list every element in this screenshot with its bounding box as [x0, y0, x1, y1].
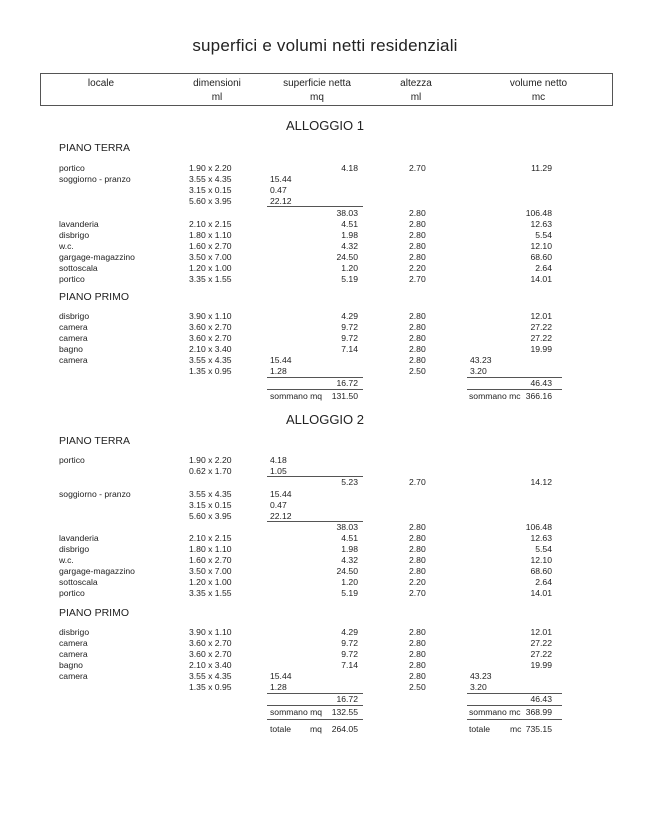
net-volume: 19.99 [530, 344, 552, 354]
room-name: camera [59, 355, 88, 365]
room-name: sottoscala [59, 577, 98, 587]
partial-area: 15.44 [270, 671, 292, 681]
net-area: 24.50 [336, 252, 358, 262]
net-area: 7.14 [341, 344, 358, 354]
net-area: 5.19 [341, 588, 358, 598]
partial-area: 4.18 [270, 455, 287, 465]
subtotal-rule [467, 377, 562, 378]
net-volume: 12.01 [530, 311, 552, 321]
room-dimensions: 5.60 x 3.95 [189, 511, 232, 521]
header-dimensioni-unit: ml [211, 92, 223, 103]
net-area: 9.72 [341, 322, 358, 332]
header-volume: volume netto [509, 78, 568, 89]
room-dimensions: 3.60 x 2.70 [189, 649, 232, 659]
partial-area: 1.05 [270, 466, 287, 476]
height: 2.80 [409, 230, 426, 240]
total-rule [467, 705, 562, 706]
room-name: gargage-magazzino [59, 252, 135, 262]
floor-heading-piano-primo: PIANO PRIMO [59, 607, 130, 619]
net-area: 38.03 [336, 522, 358, 532]
net-area: 4.51 [341, 219, 358, 229]
room-name: w.c. [59, 555, 74, 565]
grand-total-rule [467, 719, 562, 720]
height: 2.80 [409, 344, 426, 354]
room-dimensions: 2.10 x 3.40 [189, 344, 232, 354]
sommano-mq-value: 132.55 [331, 707, 358, 717]
height: 2.80 [409, 252, 426, 262]
header-locale: locale [87, 78, 115, 89]
net-area: 7.14 [341, 660, 358, 670]
net-area: 4.18 [341, 163, 358, 173]
partial-volume: 3.20 [470, 682, 487, 692]
room-dimensions: 1.35 x 0.95 [189, 366, 232, 376]
room-dimensions: 3.55 x 4.35 [189, 489, 232, 499]
net-volume: 106.48 [525, 522, 552, 532]
net-area: 38.03 [336, 208, 358, 218]
partial-area: 0.47 [270, 500, 287, 510]
net-area: 9.72 [341, 649, 358, 659]
room-name: soggiorno - pranzo [59, 174, 131, 184]
net-volume: 2.64 [535, 263, 552, 273]
net-volume: 14.01 [530, 588, 552, 598]
room-dimensions: 2.10 x 2.15 [189, 219, 232, 229]
height: 2.70 [409, 163, 426, 173]
net-area: 5.23 [341, 477, 358, 487]
room-name: gargage-magazzino [59, 566, 135, 576]
net-volume: 2.64 [535, 577, 552, 587]
header-altezza: altezza [400, 78, 432, 89]
net-volume: 12.10 [530, 555, 552, 565]
net-volume: 106.48 [525, 208, 552, 218]
height: 2.80 [409, 522, 426, 532]
net-volume: 46.43 [530, 694, 552, 704]
header-volume-unit: mc [531, 92, 546, 103]
header-dimensioni: dimensioni [193, 78, 241, 89]
room-dimensions: 3.90 x 1.10 [189, 311, 232, 321]
floor-heading-piano-terra: PIANO TERRA [59, 435, 130, 447]
room-name: portico [59, 274, 85, 284]
room-dimensions: 3.55 x 4.35 [189, 355, 232, 365]
height: 2.80 [409, 555, 426, 565]
room-dimensions: 3.55 x 4.35 [189, 671, 232, 681]
room-name: disbrigo [59, 230, 90, 240]
height: 2.80 [409, 322, 426, 332]
room-dimensions: 3.55 x 4.35 [189, 174, 232, 184]
room-dimensions: 3.35 x 1.55 [189, 588, 232, 598]
room-name: disbrigo [59, 627, 90, 637]
height: 2.80 [409, 566, 426, 576]
height: 2.20 [409, 263, 426, 273]
net-area: 16.72 [336, 378, 358, 388]
subtotal-rule [267, 693, 363, 694]
room-name: soggiorno - pranzo [59, 489, 131, 499]
partial-volume: 3.20 [470, 366, 487, 376]
height: 2.50 [409, 366, 426, 376]
height: 2.80 [409, 241, 426, 251]
room-dimensions: 0.62 x 1.70 [189, 466, 232, 476]
room-dimensions: 3.15 x 0.15 [189, 185, 232, 195]
net-area: 16.72 [336, 694, 358, 704]
height: 2.80 [409, 649, 426, 659]
room-dimensions: 1.35 x 0.95 [189, 682, 232, 692]
totale-mq-value: 264.05 [331, 724, 358, 734]
room-name: portico [59, 455, 85, 465]
net-area: 4.29 [341, 627, 358, 637]
height: 2.80 [409, 333, 426, 343]
page-title: superfici e volumi netti residenziali [192, 36, 458, 55]
section-title-alloggio-1: ALLOGGIO 1 [285, 118, 365, 133]
net-volume: 14.01 [530, 274, 552, 284]
net-volume: 27.22 [530, 322, 552, 332]
partial-area: 1.28 [270, 682, 287, 692]
height: 2.80 [409, 311, 426, 321]
room-dimensions: 1.60 x 2.70 [189, 241, 232, 251]
totale-mc-unit: mc [510, 724, 522, 734]
partial-area: 22.12 [270, 511, 292, 521]
room-name: sottoscala [59, 263, 98, 273]
sommano-mq-label: sommano mq [270, 707, 323, 717]
net-area: 9.72 [341, 638, 358, 648]
room-dimensions: 3.90 x 1.10 [189, 627, 232, 637]
height: 2.80 [409, 219, 426, 229]
net-area: 1.98 [341, 230, 358, 240]
room-dimensions: 5.60 x 3.95 [189, 196, 232, 206]
room-dimensions: 1.90 x 2.20 [189, 163, 232, 173]
net-volume: 27.22 [530, 333, 552, 343]
room-dimensions: 3.35 x 1.55 [189, 274, 232, 284]
net-volume: 68.60 [530, 566, 552, 576]
room-dimensions: 3.15 x 0.15 [189, 500, 232, 510]
sommano-mc-value: 366.16 [525, 391, 552, 401]
totale-mq-unit: mq [310, 724, 322, 734]
net-volume: 68.60 [530, 252, 552, 262]
height: 2.20 [409, 577, 426, 587]
net-volume: 19.99 [530, 660, 552, 670]
room-dimensions: 2.10 x 3.40 [189, 660, 232, 670]
total-rule [267, 705, 363, 706]
height: 2.80 [409, 533, 426, 543]
partial-volume: 43.23 [470, 355, 492, 365]
height: 2.80 [409, 627, 426, 637]
totale-mc-label: totale [469, 724, 491, 734]
net-volume: 27.22 [530, 649, 552, 659]
subtotal-rule [267, 206, 363, 207]
floor-heading-piano-terra: PIANO TERRA [59, 142, 130, 154]
totale-mc-value: 735.15 [525, 724, 552, 734]
column-header-box [40, 73, 613, 106]
room-dimensions: 3.50 x 7.00 [189, 252, 232, 262]
net-area: 1.20 [341, 263, 358, 273]
net-volume: 27.22 [530, 638, 552, 648]
sommano-mc-label: sommano mc [469, 391, 521, 401]
room-dimensions: 1.20 x 1.00 [189, 577, 232, 587]
height: 2.80 [409, 638, 426, 648]
room-name: lavanderia [59, 219, 99, 229]
room-name: camera [59, 671, 88, 681]
height: 2.80 [409, 544, 426, 554]
net-area: 4.32 [341, 555, 358, 565]
partial-area: 0.47 [270, 185, 287, 195]
total-rule [467, 389, 562, 390]
net-area: 1.98 [341, 544, 358, 554]
room-name: bagno [59, 660, 83, 670]
height: 2.80 [409, 208, 426, 218]
partial-volume: 43.23 [470, 671, 492, 681]
room-dimensions: 3.60 x 2.70 [189, 333, 232, 343]
subtotal-rule [267, 377, 363, 378]
partial-area: 1.28 [270, 366, 287, 376]
room-name: portico [59, 588, 85, 598]
height: 2.70 [409, 588, 426, 598]
partial-area: 15.44 [270, 355, 292, 365]
room-dimensions: 3.50 x 7.00 [189, 566, 232, 576]
room-name: bagno [59, 344, 83, 354]
section-title-alloggio-2: ALLOGGIO 2 [285, 412, 365, 427]
net-area: 24.50 [336, 566, 358, 576]
sommano-mq-value: 131.50 [331, 391, 358, 401]
net-volume: 12.63 [530, 533, 552, 543]
room-name: portico [59, 163, 85, 173]
net-area: 4.32 [341, 241, 358, 251]
net-volume: 14.12 [530, 477, 552, 487]
partial-area: 22.12 [270, 196, 292, 206]
net-area: 9.72 [341, 333, 358, 343]
net-volume: 12.01 [530, 627, 552, 637]
header-superficie-unit: mq [310, 92, 324, 103]
subtotal-rule [267, 476, 363, 477]
room-name: disbrigo [59, 311, 90, 321]
sommano-mc-label: sommano mc [469, 707, 521, 717]
net-volume: 5.54 [535, 230, 552, 240]
height: 2.80 [409, 671, 426, 681]
room-name: camera [59, 649, 88, 659]
partial-area: 15.44 [270, 174, 292, 184]
room-name: camera [59, 333, 88, 343]
net-volume: 12.10 [530, 241, 552, 251]
room-dimensions: 1.80 x 1.10 [189, 230, 232, 240]
totale-mq-label: totale [270, 724, 292, 734]
room-dimensions: 1.80 x 1.10 [189, 544, 232, 554]
room-dimensions: 1.60 x 2.70 [189, 555, 232, 565]
room-dimensions: 3.60 x 2.70 [189, 638, 232, 648]
height: 2.70 [409, 274, 426, 284]
grand-total-rule [267, 719, 363, 720]
net-area: 1.20 [341, 577, 358, 587]
room-name: camera [59, 638, 88, 648]
net-volume: 5.54 [535, 544, 552, 554]
net-volume: 46.43 [530, 378, 552, 388]
room-dimensions: 3.60 x 2.70 [189, 322, 232, 332]
height: 2.50 [409, 682, 426, 692]
subtotal-rule [467, 693, 562, 694]
room-dimensions: 1.90 x 2.20 [189, 455, 232, 465]
room-dimensions: 1.20 x 1.00 [189, 263, 232, 273]
room-name: lavanderia [59, 533, 99, 543]
height: 2.80 [409, 355, 426, 365]
subtotal-rule [267, 521, 363, 522]
partial-area: 15.44 [270, 489, 292, 499]
floor-heading-piano-primo: PIANO PRIMO [59, 291, 130, 303]
net-volume: 12.63 [530, 219, 552, 229]
net-area: 4.51 [341, 533, 358, 543]
header-altezza-unit: ml [410, 92, 422, 103]
net-area: 5.19 [341, 274, 358, 284]
height: 2.70 [409, 477, 426, 487]
room-name: w.c. [59, 241, 74, 251]
room-name: disbrigo [59, 544, 90, 554]
header-superficie: superficie netta [283, 78, 351, 89]
room-name: camera [59, 322, 88, 332]
net-volume: 11.29 [531, 163, 552, 173]
total-rule [267, 389, 363, 390]
height: 2.80 [409, 660, 426, 670]
sommano-mc-value: 368.99 [525, 707, 552, 717]
sommano-mq-label: sommano mq [270, 391, 323, 401]
net-area: 4.29 [341, 311, 358, 321]
room-dimensions: 2.10 x 2.15 [189, 533, 232, 543]
